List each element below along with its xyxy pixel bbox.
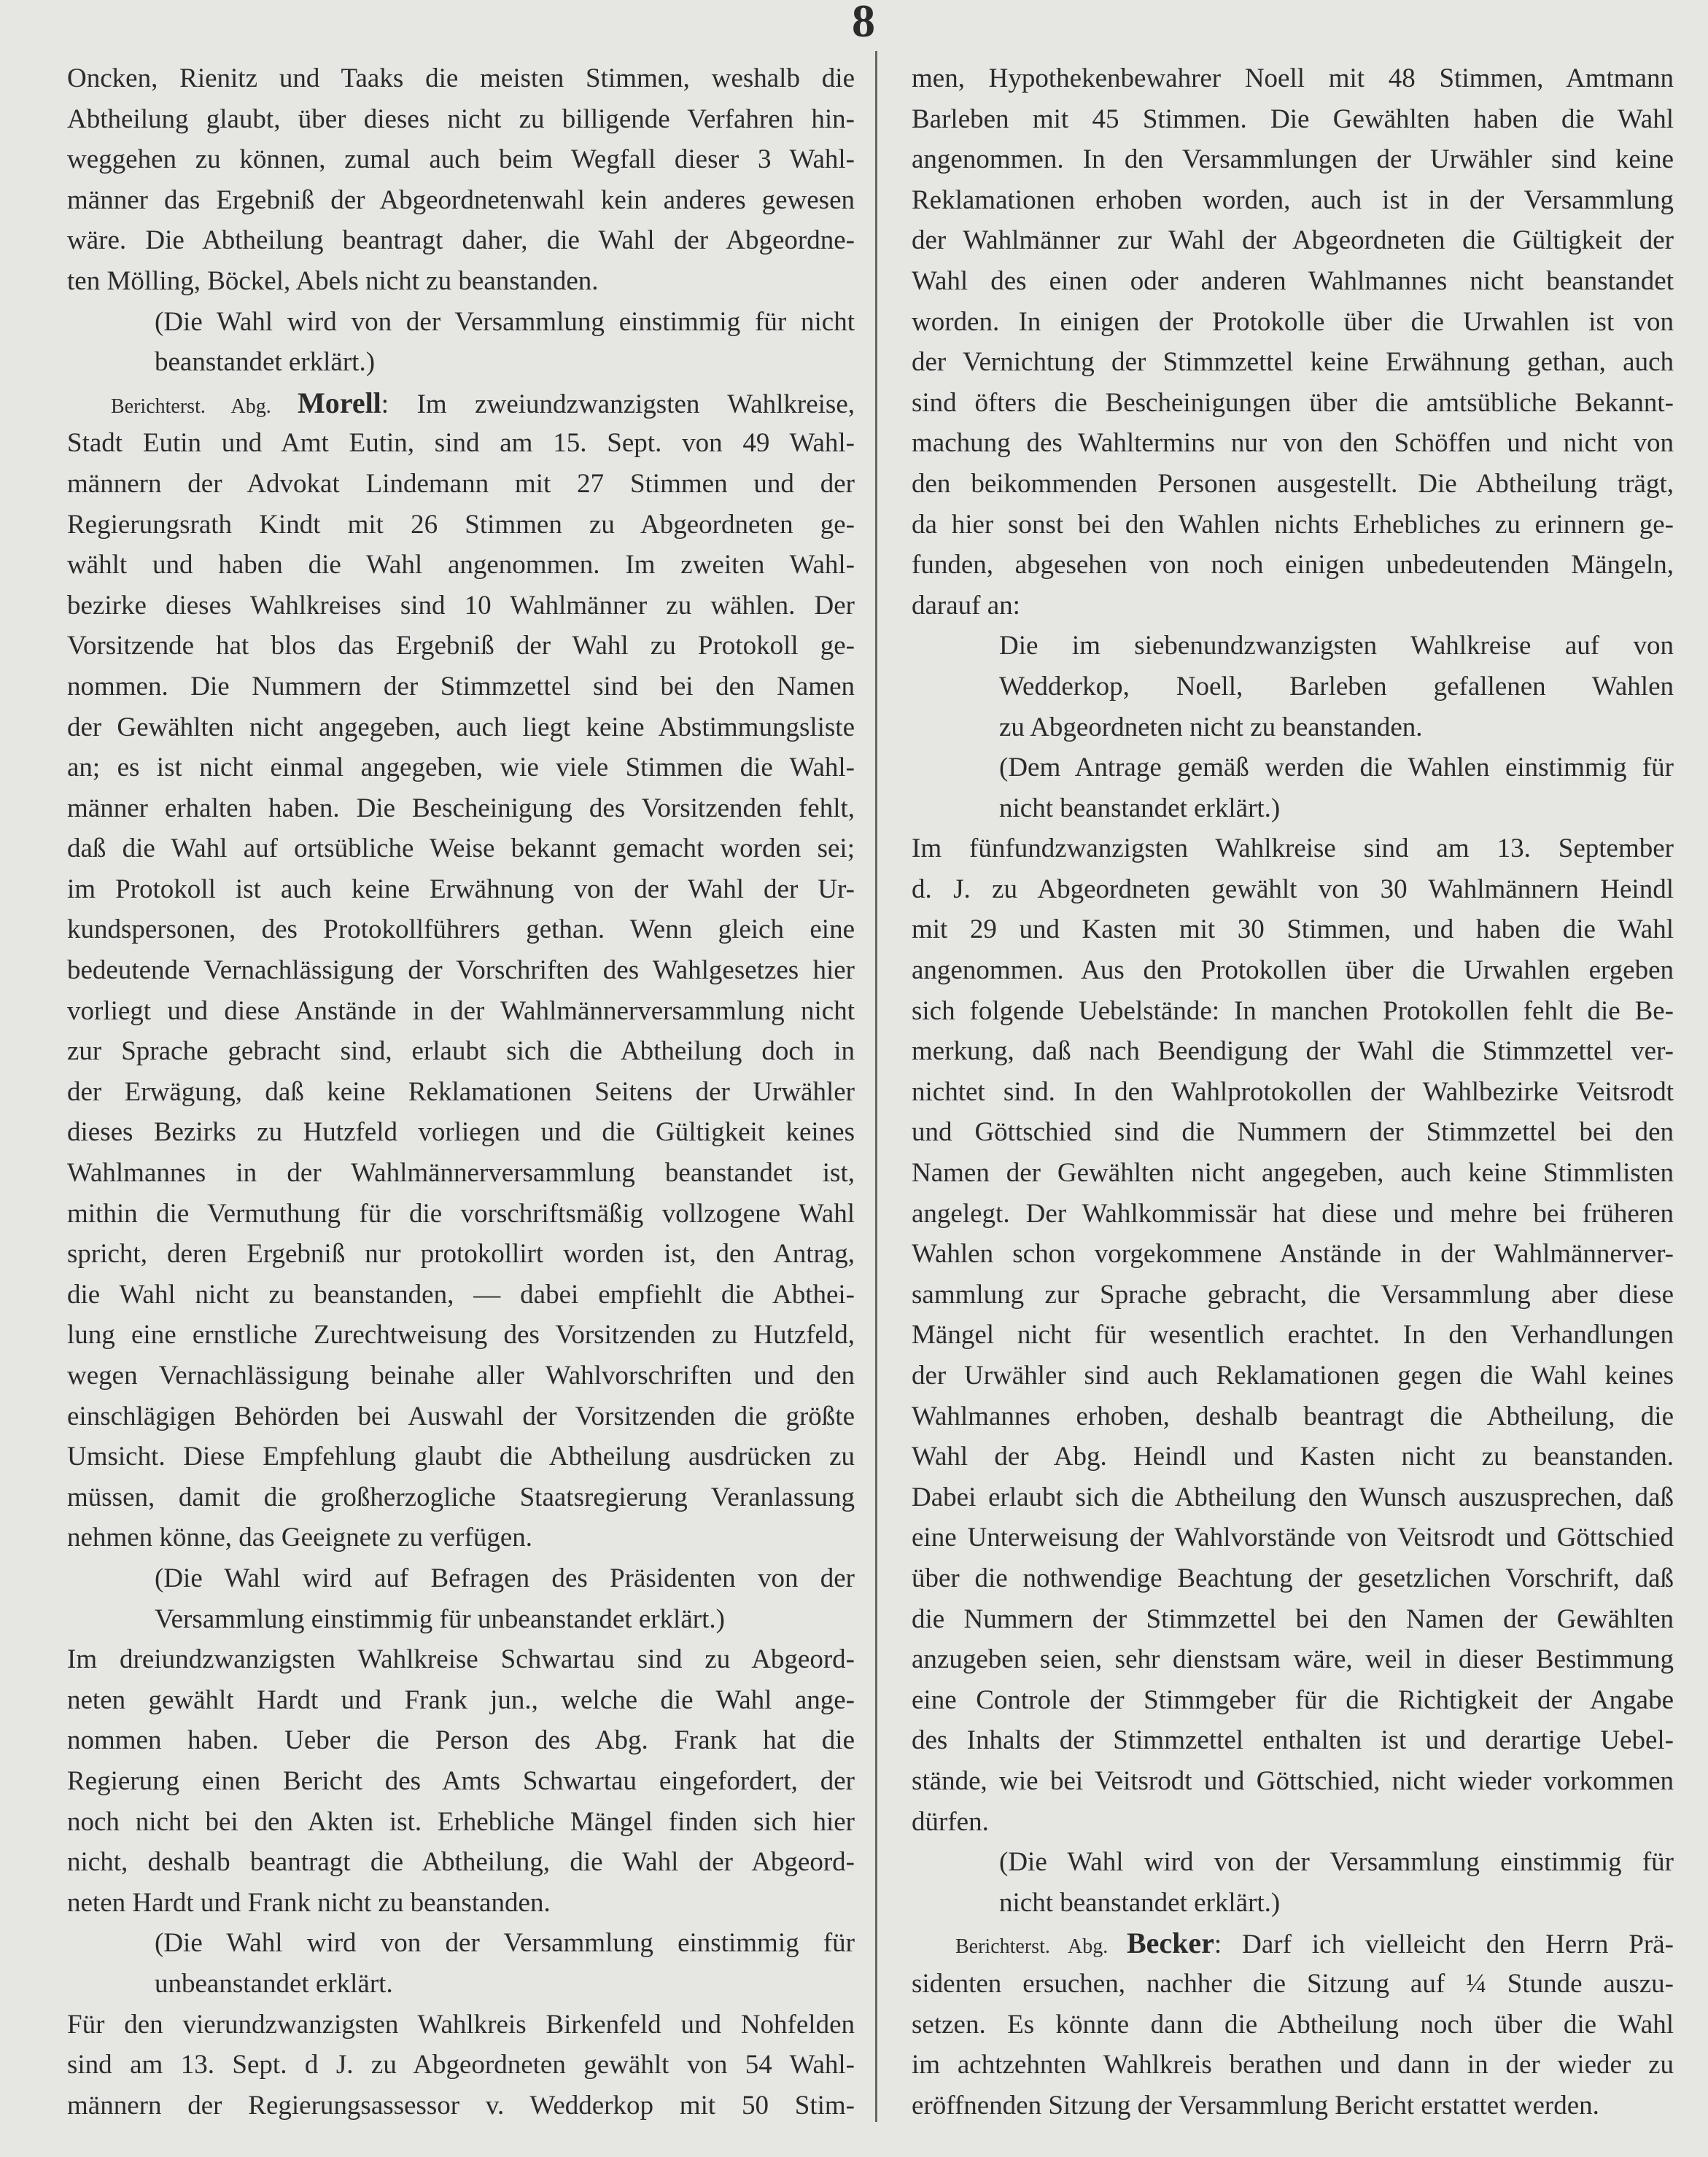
text-line [912, 2086, 1674, 2126]
text-line [67, 1680, 855, 1721]
text-line [67, 464, 855, 505]
text-line [912, 423, 1674, 464]
line-text: zu Abgeordneten nicht zu beanstanden. [999, 712, 1423, 742]
text-line [912, 342, 1674, 383]
speaker-name: Morell [298, 386, 381, 419]
line-text: Barleben mit 45 Stimmen. Die Gewählten haben die Wahl [912, 104, 1674, 134]
line-text: da hier sonst bei den Wahlen nichts Erhebliches zu erinnern ge- [912, 509, 1674, 540]
line-text: Stadt Eutin und Amt Eutin, sind am 15. Sept. von 49 Wahl- [67, 428, 855, 459]
line-text: d. J. zu Abgeordneten gewählt von 30 Wahlmännern Heindl [912, 874, 1674, 904]
line-text: sind öfters die Bescheinigungen über die amtsübliche Bekannt- [912, 387, 1674, 418]
line-text: an; es ist nicht einmal angegeben, wie viele Stimmen die Wahl- [67, 753, 855, 783]
text-line [67, 1720, 855, 1761]
text-line [912, 1639, 1674, 1680]
line-text: Namen der Gewählten nicht angegeben, auch keine Stimmlisten [912, 1158, 1674, 1189]
line-text: worden. In einigen der Protokolle über die Urwahlen ist von [912, 306, 1674, 337]
text-line [912, 1558, 1674, 1599]
line-text: daß die Wahl auf ortsübliche Weise bekannt gemacht worden sei; [67, 833, 855, 864]
text-line [67, 220, 855, 261]
line-text: (Dem Antrage gemäß werden die Wahlen einstimmig für [999, 753, 1674, 783]
text-line [67, 666, 855, 707]
text-line [67, 58, 855, 99]
text-line [912, 1680, 1674, 1721]
line-text: der Wahlmänner zur Wahl der Abgeordneten die Gültigkeit der [912, 225, 1674, 256]
text-line [67, 991, 855, 1032]
line-text: machung des Wahltermins nur von den Schöffen und nicht von [912, 428, 1674, 459]
text-line [912, 1072, 1674, 1113]
line-text: neten Hardt und Frank nicht zu beanstanden. [67, 1887, 551, 1918]
text-line [912, 586, 1674, 626]
line-text: wegen Vernachlässigung beinahe aller Wahlvorschriften und den [67, 1361, 855, 1391]
text-line [912, 747, 1674, 788]
line-text: wählt und haben die Wahl angenommen. Im zweiten Wahl- [67, 550, 855, 580]
text-line [912, 869, 1674, 910]
text-line [912, 302, 1674, 343]
text-line [912, 1275, 1674, 1315]
line-text: zur Sprache gebracht sind, erlaubt sich die Abtheilung doch in [67, 1036, 855, 1067]
text-line [912, 1153, 1674, 1194]
line-text: angelegt. Der Wahlkommissär hat diese und mehre bei früheren [912, 1198, 1674, 1229]
text-line [912, 1437, 1674, 1477]
line-text: Versammlung einstimmig für unbeanstandet erklärt.) [155, 1604, 725, 1634]
line-text: weggehen zu können, zumal auch beim Wegfall dieser 3 Wahl- [67, 144, 855, 175]
text-line [67, 1883, 855, 1924]
text-line [912, 828, 1674, 869]
line-text: Wahl der Abg. Heindl und Kasten nicht zu beanstanden. [912, 1442, 1674, 1472]
text-line [67, 383, 855, 424]
line-text: männer erhalten haben. Die Bescheinigung des Vorsitzenden fehlt, [67, 793, 855, 823]
text-line [67, 261, 855, 302]
text-line [67, 545, 855, 586]
text-line [67, 1396, 855, 1437]
text-line [912, 1194, 1674, 1235]
text-line [67, 423, 855, 464]
text-line [912, 1477, 1674, 1518]
text-line [912, 788, 1674, 829]
text-line [67, 1356, 855, 1396]
line-text: darauf an: [912, 590, 1020, 621]
line-text: bedeutende Vernachlässigung der Vorschriften des Wahlgesetzes hier [67, 955, 855, 986]
speaker-title: Berichterst. Abg. [111, 395, 298, 418]
text-line [67, 1923, 855, 1964]
line-text: (Die Wahl wird von der Versammlung einstimmig für nicht [155, 306, 855, 337]
line-text: men, Hypothekenbewahrer Noell mit 48 Stimmen, Amtmann [912, 63, 1674, 93]
line-text: anzugeben seien, sehr dienstsam wäre, weil in dieser Bestimmung [912, 1644, 1674, 1675]
line-text: Reklamationen erhoben worden, auch ist in der Versammlung [912, 184, 1674, 215]
line-text: und Göttschied sind die Nummern der Stimmzettel bei den [912, 1117, 1674, 1148]
line-text: sind am 13. Sept. d J. zu Abgeordneten gewählt von 54 Wahl- [67, 2050, 855, 2080]
line-text: Regierung einen Bericht des Amts Schwartau eingefordert, der [67, 1765, 855, 1796]
text-line [912, 2005, 1674, 2045]
text-line [912, 1112, 1674, 1153]
line-text: Die im siebenundzwanzigsten Wahlkreise auf von [999, 631, 1674, 661]
line-text: mit 29 und Kasten mit 30 Stimmen, und haben die Wahl [912, 914, 1674, 945]
text-line [67, 2045, 855, 2086]
text-line [912, 505, 1674, 545]
text-line [67, 180, 855, 221]
text-line [67, 1517, 855, 1558]
line-text: die Nummern der Stimmzettel bei den Namen der Gewählten [912, 1604, 1674, 1634]
text-line [67, 1802, 855, 1843]
line-text: sammlung zur Sprache gebracht, die Versammlung aber diese [912, 1279, 1674, 1310]
line-text: Vorsitzende hat blos das Ergebniß der Wahl zu Protokoll ge- [67, 631, 855, 661]
text-line [912, 991, 1674, 1032]
line-text: den beikommenden Personen ausgestellt. Die Abtheilung trägt, [912, 468, 1674, 499]
line-text: des Inhalts der Stimmzettel enthalten ist und derartige Uebel- [912, 1725, 1674, 1756]
line-text: setzen. Es könnte dann die Abtheilung noch über die Wahl [912, 2009, 1674, 2040]
text-line [912, 950, 1674, 991]
text-line [67, 505, 855, 545]
line-text: männern der Regierungsassessor v. Wedderkop mit 50 Stim- [67, 2090, 855, 2121]
line-text: mithin die Vermuthung für die vorschriftsmäßig vollzogene Wahl [67, 1198, 855, 1229]
line-text: wäre. Die Abtheilung beantragt daher, die Wahl der Abgeordne- [67, 225, 855, 256]
text-line [67, 2005, 855, 2045]
text-line [912, 1031, 1674, 1072]
line-text: Regierungsrath Kindt mit 26 Stimmen zu Abgeordneten ge- [67, 509, 855, 540]
right-column [912, 58, 1674, 2126]
page-number: 8 [852, 0, 875, 47]
text-line [912, 1923, 1674, 1964]
line-text: Wedderkop, Noell, Barleben gefallenen Wahlen [999, 671, 1674, 701]
text-line [912, 139, 1674, 180]
line-text: Wahl des einen oder anderen Wahlmannes nicht beanstandet [912, 265, 1674, 296]
text-line [67, 828, 855, 869]
line-text: die Wahl nicht zu beanstanden, — dabei empfiehlt die Abthei- [67, 1279, 855, 1310]
line-text: Wahlmannes erhoben, deshalb beantragt die Abtheilung, die [912, 1401, 1674, 1431]
text-line [67, 1234, 855, 1275]
line-text: sich folgende Uebelstände: In manchen Protokollen fehlt die Be- [912, 995, 1674, 1026]
line-text: der Vernichtung der Stimmzettel keine Erwähnung gethan, auch [912, 347, 1674, 378]
line-text: neten gewählt Hardt und Frank jun., welche die Wahl ange- [67, 1684, 855, 1715]
text-line [912, 1315, 1674, 1356]
line-text: nichtet sind. In den Wahlprotokollen der Wahlbezirke Veitsrodt [912, 1076, 1674, 1107]
line-text: (Die Wahl wird von der Versammlung einstimmig für [999, 1847, 1674, 1878]
line-text: vorliegt und diese Anstände in der Wahlmännerversammlung nicht [67, 995, 855, 1026]
line-text: ten Mölling, Böckel, Abels nicht zu beanstanden. [67, 265, 599, 296]
text-line [67, 1437, 855, 1477]
text-line [912, 1842, 1674, 1883]
text-line [912, 220, 1674, 261]
line-text: Im fünfundzwanzigsten Wahlkreise sind am 13. September [912, 833, 1674, 864]
line-text: nicht beanstandet erklärt.) [999, 1887, 1281, 1918]
left-column [67, 58, 855, 2126]
line-text: eine Controle der Stimmgeber für die Richtigkeit der Angabe [912, 1684, 1674, 1715]
text-line [67, 950, 855, 991]
text-line [912, 464, 1674, 505]
line-text: : Im zweiundzwanzigsten Wahlkreise, [381, 389, 855, 419]
line-text: nicht beanstandet erklärt.) [999, 793, 1281, 823]
line-text: der Gewählten nicht angegeben, auch liegt keine Abstimmungsliste [67, 712, 855, 742]
line-text: männer das Ergebniß der Abgeordnetenwahl kein anderes gewesen [67, 184, 855, 215]
line-text: Oncken, Rienitz und Taaks die meisten Stimmen, weshalb die [67, 63, 855, 93]
text-line [67, 1072, 855, 1113]
text-line [912, 1234, 1674, 1275]
text-line [67, 2086, 855, 2126]
line-text: einschlägigen Behörden bei Auswahl der Vorsitzenden die größte [67, 1401, 855, 1431]
speaker-title: Berichterst. Abg. [955, 1935, 1127, 1959]
text-line [912, 1720, 1674, 1761]
line-text: stände, wie bei Veitsrodt und Göttschied, nicht wieder vorkommen [912, 1765, 1674, 1796]
text-line [912, 1517, 1674, 1558]
text-line [67, 869, 855, 910]
line-text: Wahlen schon vorgekommene Anstände in der Wahlmännerver- [912, 1239, 1674, 1270]
text-line [67, 1558, 855, 1599]
text-line [912, 1356, 1674, 1396]
line-text: über die nothwendige Beachtung der gesetzlichen Vorschrift, daß [912, 1563, 1674, 1593]
text-line [67, 1112, 855, 1153]
text-line [67, 1315, 855, 1356]
text-line [67, 1964, 855, 2005]
text-line [912, 99, 1674, 140]
line-text: der Urwähler sind auch Reklamationen gegen die Wahl keines [912, 1361, 1674, 1391]
text-line [67, 99, 855, 140]
text-line [912, 626, 1674, 666]
text-line [912, 58, 1674, 99]
line-text: eine Unterweisung der Wahlvorstände von Veitsrodt und Göttschied [912, 1523, 1674, 1553]
line-text: : Darf ich vielleicht den Herrn Prä- [1214, 1929, 1674, 1960]
text-line [67, 302, 855, 343]
text-line [67, 1599, 855, 1640]
text-line [67, 1761, 855, 1802]
line-text: sidenten ersuchen, nachher die Sitzung auf ¼ Stunde auszu- [912, 1968, 1674, 1999]
text-line [67, 342, 855, 383]
text-line [67, 1031, 855, 1072]
text-line [67, 139, 855, 180]
line-text: lung eine ernstliche Zurechtweisung des Vorsitzenden zu Hutzfeld, [67, 1320, 855, 1350]
line-text: beanstandet erklärt.) [155, 347, 376, 378]
line-text: Dabei erlaubt sich die Abtheilung den Wunsch auszusprechen, daß [912, 1482, 1674, 1512]
line-text: im Protokoll ist auch keine Erwähnung von der Wahl der Ur- [67, 874, 855, 904]
text-line [912, 261, 1674, 302]
line-text: männern der Advokat Lindemann mit 27 Stimmen und der [67, 468, 855, 499]
line-text: nommen haben. Ueber die Person des Abg. Frank hat die [67, 1725, 855, 1756]
text-line [912, 1599, 1674, 1640]
text-line [67, 586, 855, 626]
text-line [912, 1802, 1674, 1843]
text-line [67, 707, 855, 748]
line-text: bezirke dieses Wahlkreises sind 10 Wahlmänner zu wählen. Der [67, 590, 855, 621]
line-text: angenommen. Aus den Protokollen über die Urwahlen ergeben [912, 955, 1674, 986]
line-text: Im dreiundzwanzigsten Wahlkreise Schwartau sind zu Abgeord- [67, 1644, 855, 1675]
line-text: angenommen. In den Versammlungen der Urwähler sind keine [912, 144, 1674, 175]
line-text: im achtzehnten Wahlkreis berathen und dann in der wieder zu [912, 2050, 1674, 2080]
line-text: eröffnenden Sitzung der Versammlung Bericht erstattet werden. [912, 2090, 1599, 2121]
text-line [67, 1153, 855, 1194]
text-line [912, 383, 1674, 424]
line-text: der Erwägung, daß keine Reklamationen Seitens der Urwähler [67, 1076, 855, 1107]
line-text: Mängel nicht für wesentlich erachtet. In den Verhandlungen [912, 1320, 1674, 1350]
text-line [912, 2045, 1674, 2086]
text-line [912, 909, 1674, 950]
line-text: Umsicht. Diese Empfehlung glaubt die Abtheilung ausdrücken zu [67, 1442, 855, 1472]
text-line [67, 1639, 855, 1680]
line-text: nicht, deshalb beantragt die Abtheilung, die Wahl der Abgeord- [67, 1847, 855, 1878]
line-text: kundspersonen, des Protokollführers gethan. Wenn gleich eine [67, 914, 855, 945]
text-line [912, 545, 1674, 586]
line-text: unbeanstandet erklärt. [155, 1968, 393, 1999]
text-line [912, 180, 1674, 221]
speaker-name: Becker [1126, 1927, 1214, 1960]
column-divider [875, 51, 877, 2122]
text-line [912, 707, 1674, 748]
line-text: merkung, daß nach Beendigung der Wahl die Stimmzettel ver- [912, 1036, 1674, 1067]
text-line [67, 1842, 855, 1883]
text-line [67, 1194, 855, 1235]
line-text: (Die Wahl wird auf Befragen des Präsidenten von der [155, 1563, 855, 1593]
line-text: dürfen. [912, 1806, 989, 1837]
text-line [912, 1396, 1674, 1437]
text-line [912, 1964, 1674, 2005]
text-line [912, 1883, 1674, 1924]
line-text: müssen, damit die großherzogliche Staatsregierung Veranlassung [67, 1482, 855, 1512]
line-text: Für den vierundzwanzigsten Wahlkreis Birkenfeld und Nohfelden [67, 2009, 855, 2040]
text-line [67, 788, 855, 829]
text-line [67, 1477, 855, 1518]
line-text: Abtheilung glaubt, über dieses nicht zu billigende Verfahren hin- [67, 104, 855, 134]
text-line [912, 1761, 1674, 1802]
line-text: Wahlmannes in der Wahlmännerversammlung beanstandet ist, [67, 1158, 855, 1189]
line-text: nehmen könne, das Geeignete zu verfügen. [67, 1523, 532, 1553]
line-text: (Die Wahl wird von der Versammlung einstimmig für [155, 1928, 855, 1959]
line-text: noch nicht bei den Akten ist. Erhebliche Mängel finden sich hier [67, 1806, 855, 1837]
text-line [912, 666, 1674, 707]
line-text: nommen. Die Nummern der Stimmzettel sind bei den Namen [67, 671, 855, 701]
line-text: funden, abgesehen von noch einigen unbedeutenden Mängeln, [912, 550, 1674, 580]
text-line [67, 747, 855, 788]
text-line [67, 909, 855, 950]
line-text: dieses Bezirks zu Hutzfeld vorliegen und die Gültigkeit keines [67, 1117, 855, 1148]
text-line [67, 1275, 855, 1315]
line-text: spricht, deren Ergebniß nur protokollirt worden ist, den Antrag, [67, 1239, 855, 1270]
text-line [67, 626, 855, 666]
